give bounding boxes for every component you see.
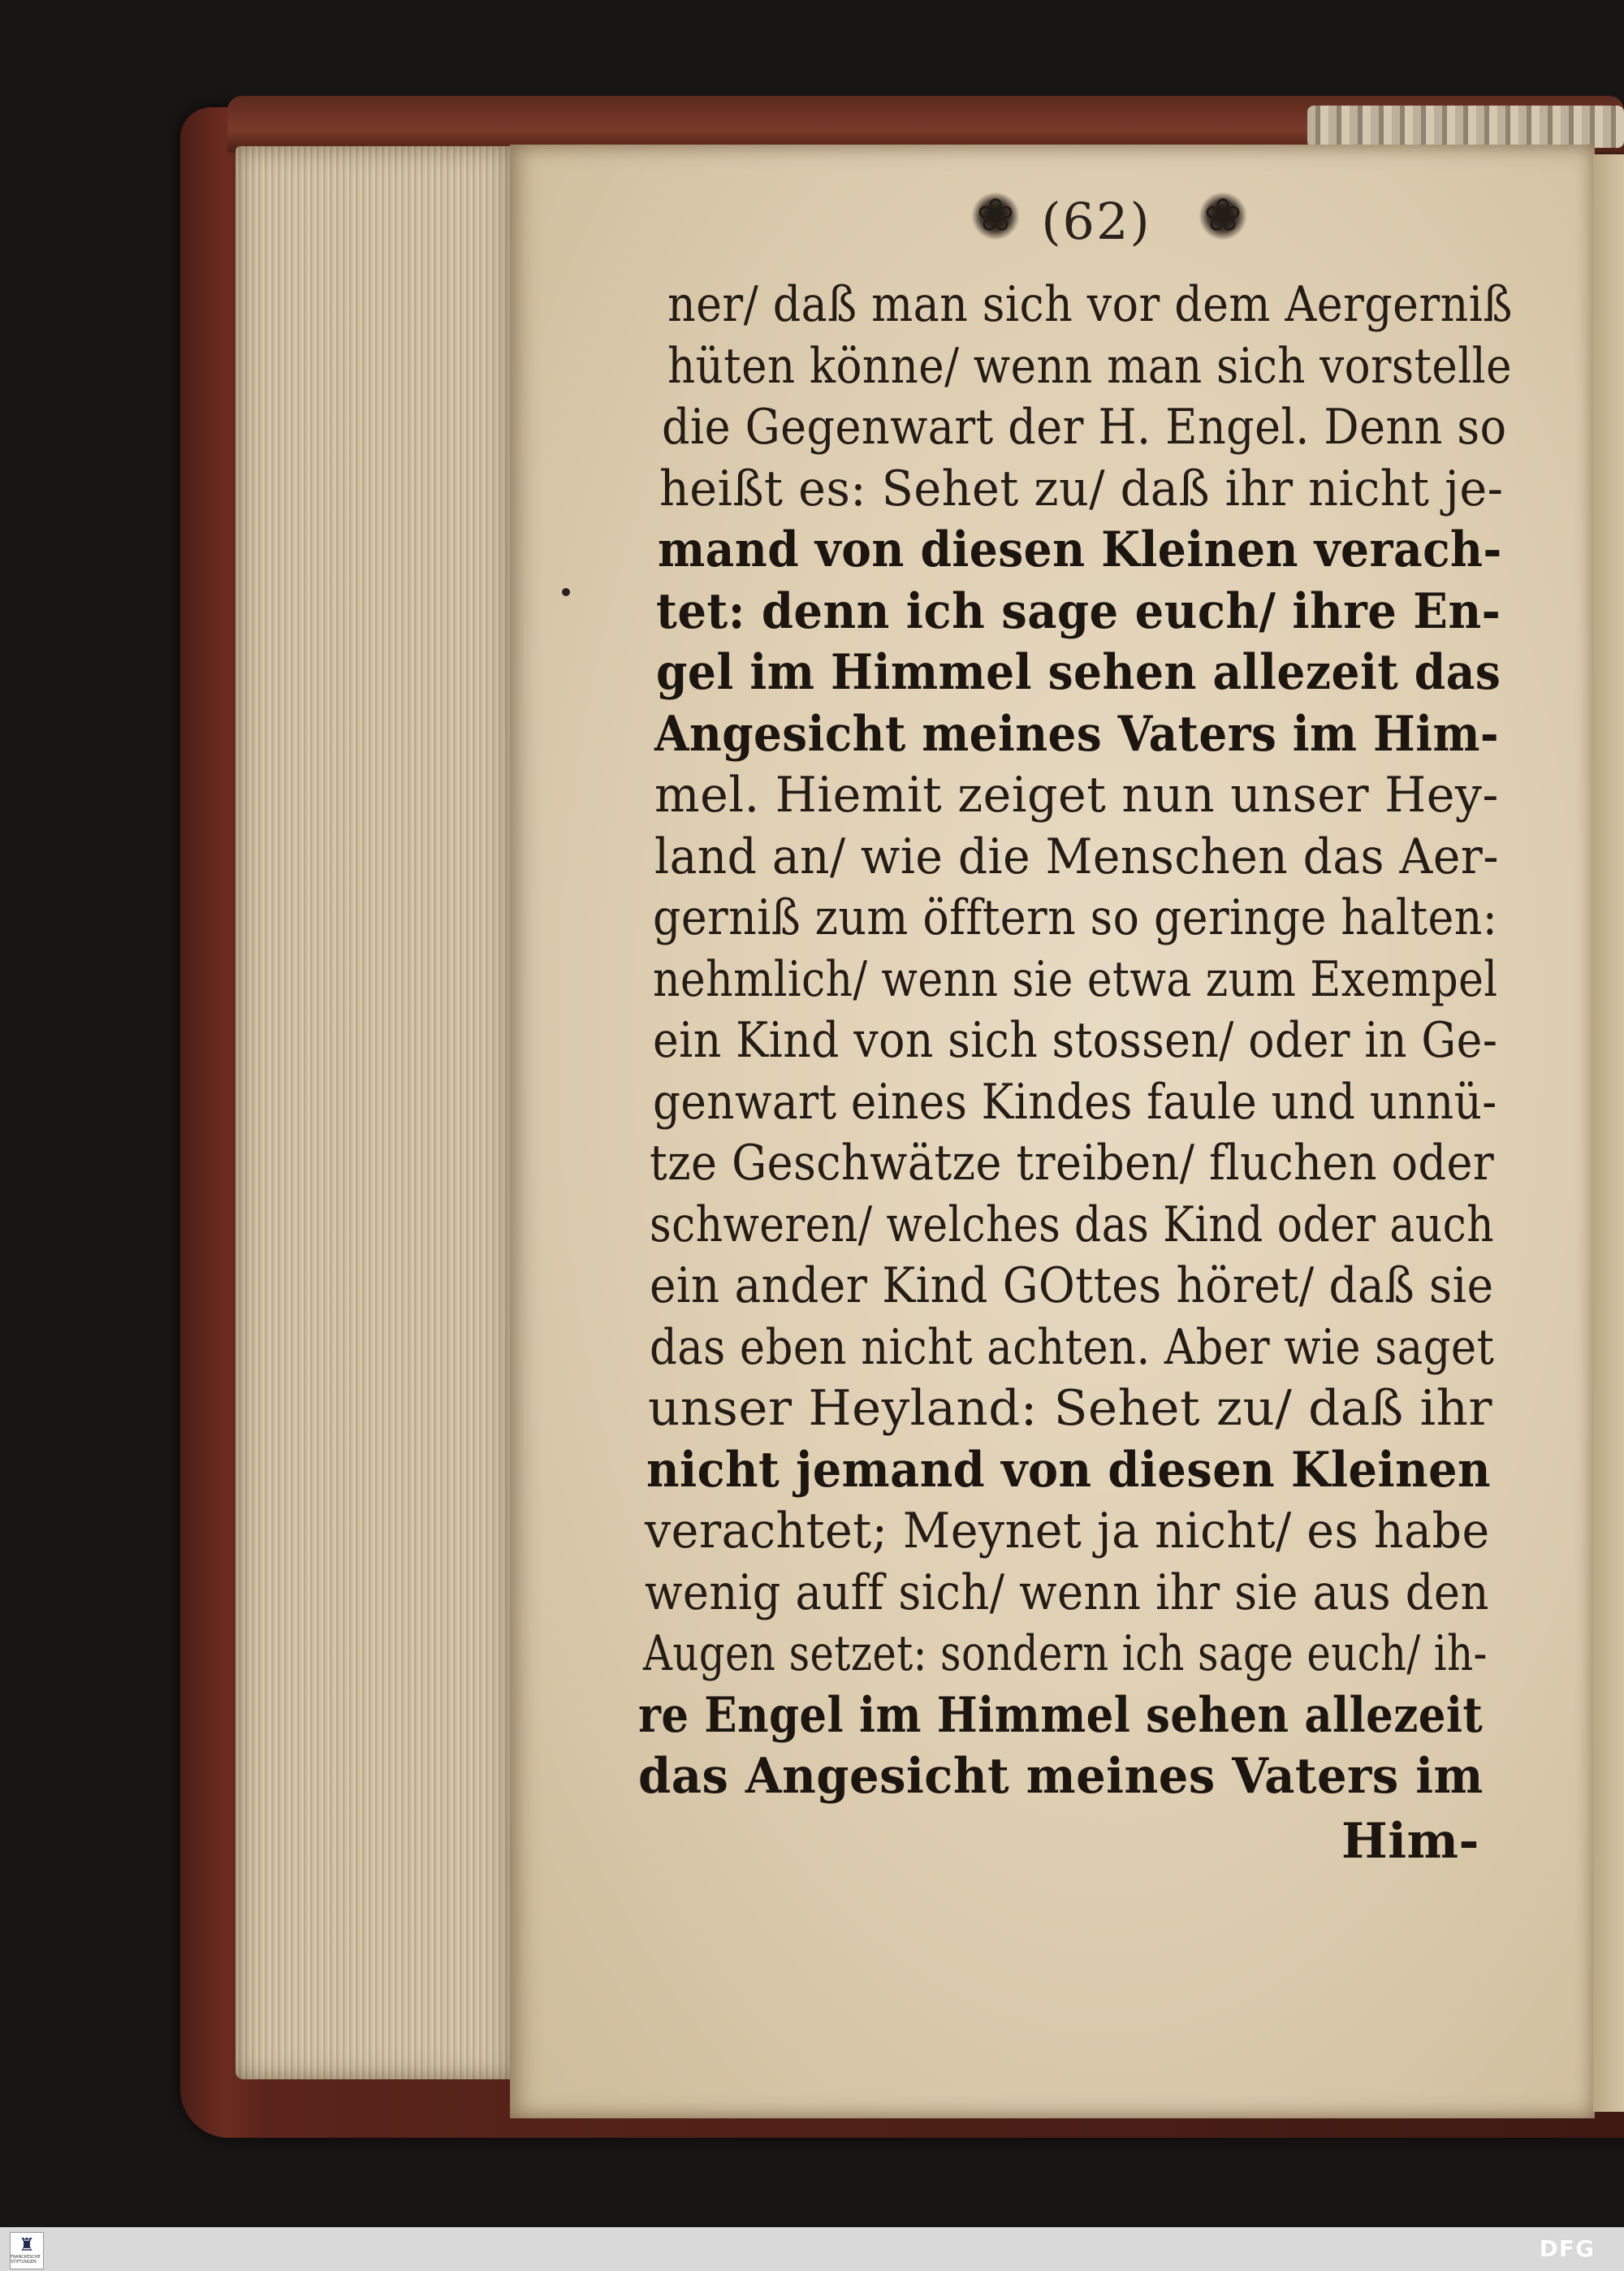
text-line: tet: denn ich sage euch/ ihre En- bbox=[656, 582, 1501, 640]
text-line: heißt es: Sehet zu/ daß ihr nicht je- bbox=[659, 460, 1504, 517]
headband bbox=[1307, 106, 1624, 148]
text-line: schweren/ welches das Kind oder auch bbox=[650, 1196, 1495, 1253]
text-line: ein ander Kind GOttes höret/ daß sie bbox=[650, 1257, 1494, 1314]
text-line: re Engel im Himmel sehen allezeit bbox=[638, 1686, 1484, 1744]
text-line: verachtet; Meynet ja nicht/ es habe bbox=[645, 1503, 1490, 1559]
text-line: Angesicht meines Vaters im Him- bbox=[654, 705, 1500, 763]
text-line: das Angesicht meines Vaters im bbox=[638, 1748, 1484, 1805]
text-line: ner/ daß man sich vor dem Aergerniß bbox=[667, 276, 1513, 333]
margin-mark bbox=[562, 588, 570, 596]
text-line: gerniß zum öfftern so geringe halten: bbox=[653, 889, 1498, 946]
text-line: land an/ wie die Menschen das Aer- bbox=[654, 828, 1499, 885]
page-number: (62) bbox=[1041, 192, 1151, 251]
library-logo-icon: ♜ bbox=[19, 2235, 35, 2256]
ornament-right-icon: ❀ bbox=[1199, 192, 1247, 240]
text-line: nehmlich/ wenn sie etwa zum Exempel bbox=[653, 950, 1498, 1008]
page-stack-edge bbox=[235, 146, 512, 2079]
text-line: mel. Hiemit zeiget nun unser Hey- bbox=[654, 767, 1499, 824]
text-line: das eben nicht achten. Aber wie saget bbox=[650, 1318, 1495, 1376]
text-line: Augen setzet: sondern ich sage euch/ ih- bbox=[643, 1625, 1488, 1682]
dfg-logo: DFG bbox=[1539, 2235, 1595, 2262]
text-line: tze Geschwätze treiben/ fluchen oder bbox=[650, 1135, 1495, 1192]
library-logo bbox=[10, 2232, 44, 2269]
text-line: genwart eines Kindes faule und unnü- bbox=[653, 1073, 1497, 1131]
text-line: wenig auff sich/ wenn ihr sie aus den bbox=[645, 1564, 1489, 1621]
library-logo-text: FRANCKESCHE STIFTUNGEN bbox=[11, 2255, 41, 2265]
text-line: unser Heyland: Sehet zu/ daß ihr bbox=[648, 1380, 1493, 1437]
page-gutter bbox=[1593, 154, 1624, 2112]
catchword: Him- bbox=[1341, 1812, 1479, 1870]
text-line: die Gegenwart der H. Engel. Denn so bbox=[662, 399, 1507, 456]
ornament-left-icon: ❀ bbox=[971, 192, 1020, 240]
text-line: hüten könne/ wenn man sich vorstelle bbox=[667, 337, 1512, 395]
text-line: mand von diesen Kleinen verach- bbox=[658, 521, 1502, 578]
text-line: gel im Himmel sehen allezeit das bbox=[656, 644, 1501, 701]
text-line: ein Kind von sich stossen/ oder in Ge- bbox=[653, 1012, 1498, 1069]
text-line: nicht jemand von diesen Kleinen bbox=[646, 1441, 1492, 1499]
footer-bar bbox=[0, 2227, 1624, 2271]
